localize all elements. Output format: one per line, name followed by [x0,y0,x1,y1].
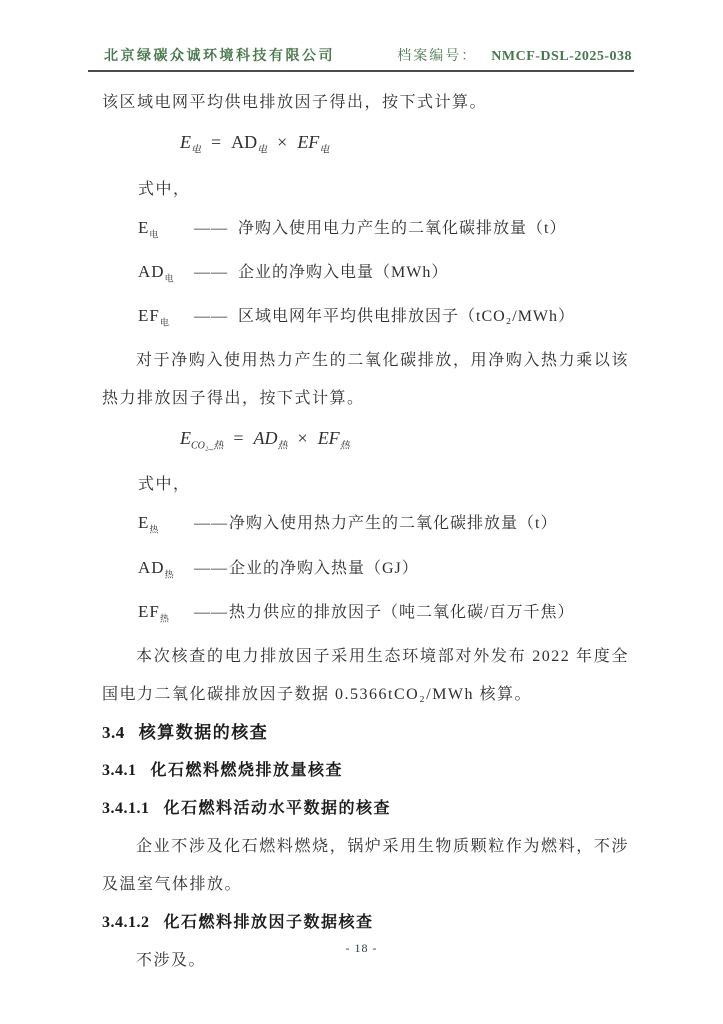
definition-row [102,504,629,548]
heading-3-4-1-1 [102,790,629,828]
equals-sign: = [233,427,244,448]
symbol-base: E [138,513,150,533]
symbol-base: E [138,217,150,237]
header-company-name: 北京绿碳众诚环境科技有限公司 [104,49,335,64]
symbol-base: EF [138,306,160,326]
definition-row [102,297,629,341]
definition-dash: —— [194,308,228,326]
definition-text: 净购入使用热力产生的二氧化碳排放量（t） [229,515,558,533]
definition-symbol [138,504,194,548]
definition-row [102,209,629,253]
definition-symbol [138,549,194,593]
formula-term-e: E [180,427,191,448]
formula-heat [102,418,629,467]
definition-row [102,253,629,297]
symbol-base: AD [138,261,165,281]
definition-row [102,549,629,593]
symbol-base: EF [138,602,160,622]
definition-text: 企业的净购入电量（MWh） [238,263,449,281]
definition-text: 企业的净购入热量（GJ） [229,559,419,577]
formula-sub-ad: 电 [257,144,268,156]
header-archive-number: NMCF-DSL-2025-038 [491,49,632,64]
heading-number: 3.4 [102,722,125,742]
symbol-subscript: 电 [149,228,160,239]
heading-3-4-1-2 [102,904,629,942]
definition-dash: —— [194,559,228,577]
times-sign: × [297,427,308,448]
symbol-subscript: 热 [159,613,170,624]
definition-symbol [138,253,194,297]
definition-symbol [138,593,194,637]
paragraph-heat-intro: 对于净购入使用热力产生的二氧化碳排放，用净购入热力乘以该热力排放因子得出，按下式计算。 [102,351,629,407]
definition-dash: —— [194,604,228,622]
formula-sub-ad: 热 [277,440,288,452]
formula-term-ad: AD [231,132,258,152]
paragraph-emission-factor: 本次核查的电力排放因子采用生态环境部对外发布 2022 年度全国电力二氧化碳排放因子数据 0.5366tCO₂/MWh 核算。 [102,647,629,703]
page-header [0,0,723,72]
heading-number: 3.4.1 [102,761,137,779]
definition-symbol [138,297,194,341]
header-row [88,45,634,72]
page-number: - 18 - [345,941,378,955]
symbol-subscript: 电 [164,273,175,284]
symbol-subscript: 电 [159,317,170,328]
definition-dash: —— [194,263,228,281]
formula-term-ad: AD [253,427,278,448]
heading-title: 化石燃料排放因子数据核查 [163,913,374,931]
heading-number: 3.4.1.1 [102,799,150,817]
formula-term-ef: EF [297,132,320,152]
definitions-electricity [102,209,629,342]
definition-text: 热力供应的排放因子（吨二氧化碳/百万千焦） [229,604,575,622]
where-clause-heat: 式中， [138,476,191,494]
header-archive-label: 档案编号： [397,49,478,64]
heading-number: 3.4.1.2 [102,913,150,931]
definition-dash: —— [194,515,228,533]
formula-sub-e: 电 [191,144,201,156]
definition-text: 区域电网年平均供电排放因子（tCO₂/MWh） [238,308,576,326]
heading-title: 核算数据的核查 [138,722,269,742]
equals-sign: = [211,132,222,152]
paragraph-not-applicable: 不涉及。 [136,951,207,969]
formula-term-e: E [180,132,191,152]
heading-title: 化石燃料燃烧排放量核查 [150,761,344,779]
symbol-base: AD [138,557,165,577]
definition-dash: —— [194,219,228,237]
formula-electricity [102,122,629,171]
formula-sub-ef: 热 [339,440,350,452]
heading-3-4-1 [102,752,629,790]
paragraph-grid-factor: 该区域电网平均供电排放因子得出，按下式计算。 [102,94,488,111]
formula-term-ef: EF [317,427,340,448]
paragraph-fossil-fuel: 企业不涉及化石燃料燃烧，锅炉采用生物质颗粒作为燃料，不涉及温室气体排放。 [102,837,629,893]
formula-sub-ef: 电 [319,144,330,156]
definition-symbol [138,209,194,253]
symbol-subscript: 热 [149,524,160,535]
definition-text: 净购入使用电力产生的二氧化碳排放量（t） [238,219,567,237]
symbol-subscript: 热 [164,569,175,580]
times-sign: × [277,132,288,152]
header-archive [397,45,632,65]
formula-sub-e: CO₂_热 [191,440,224,452]
heading-3-4 [102,714,629,752]
definition-row [102,593,629,637]
page-body [0,72,723,980]
definitions-heat [102,504,629,637]
heading-title: 化石燃料活动水平数据的核查 [163,799,392,817]
where-clause-electricity: 式中， [138,180,191,198]
